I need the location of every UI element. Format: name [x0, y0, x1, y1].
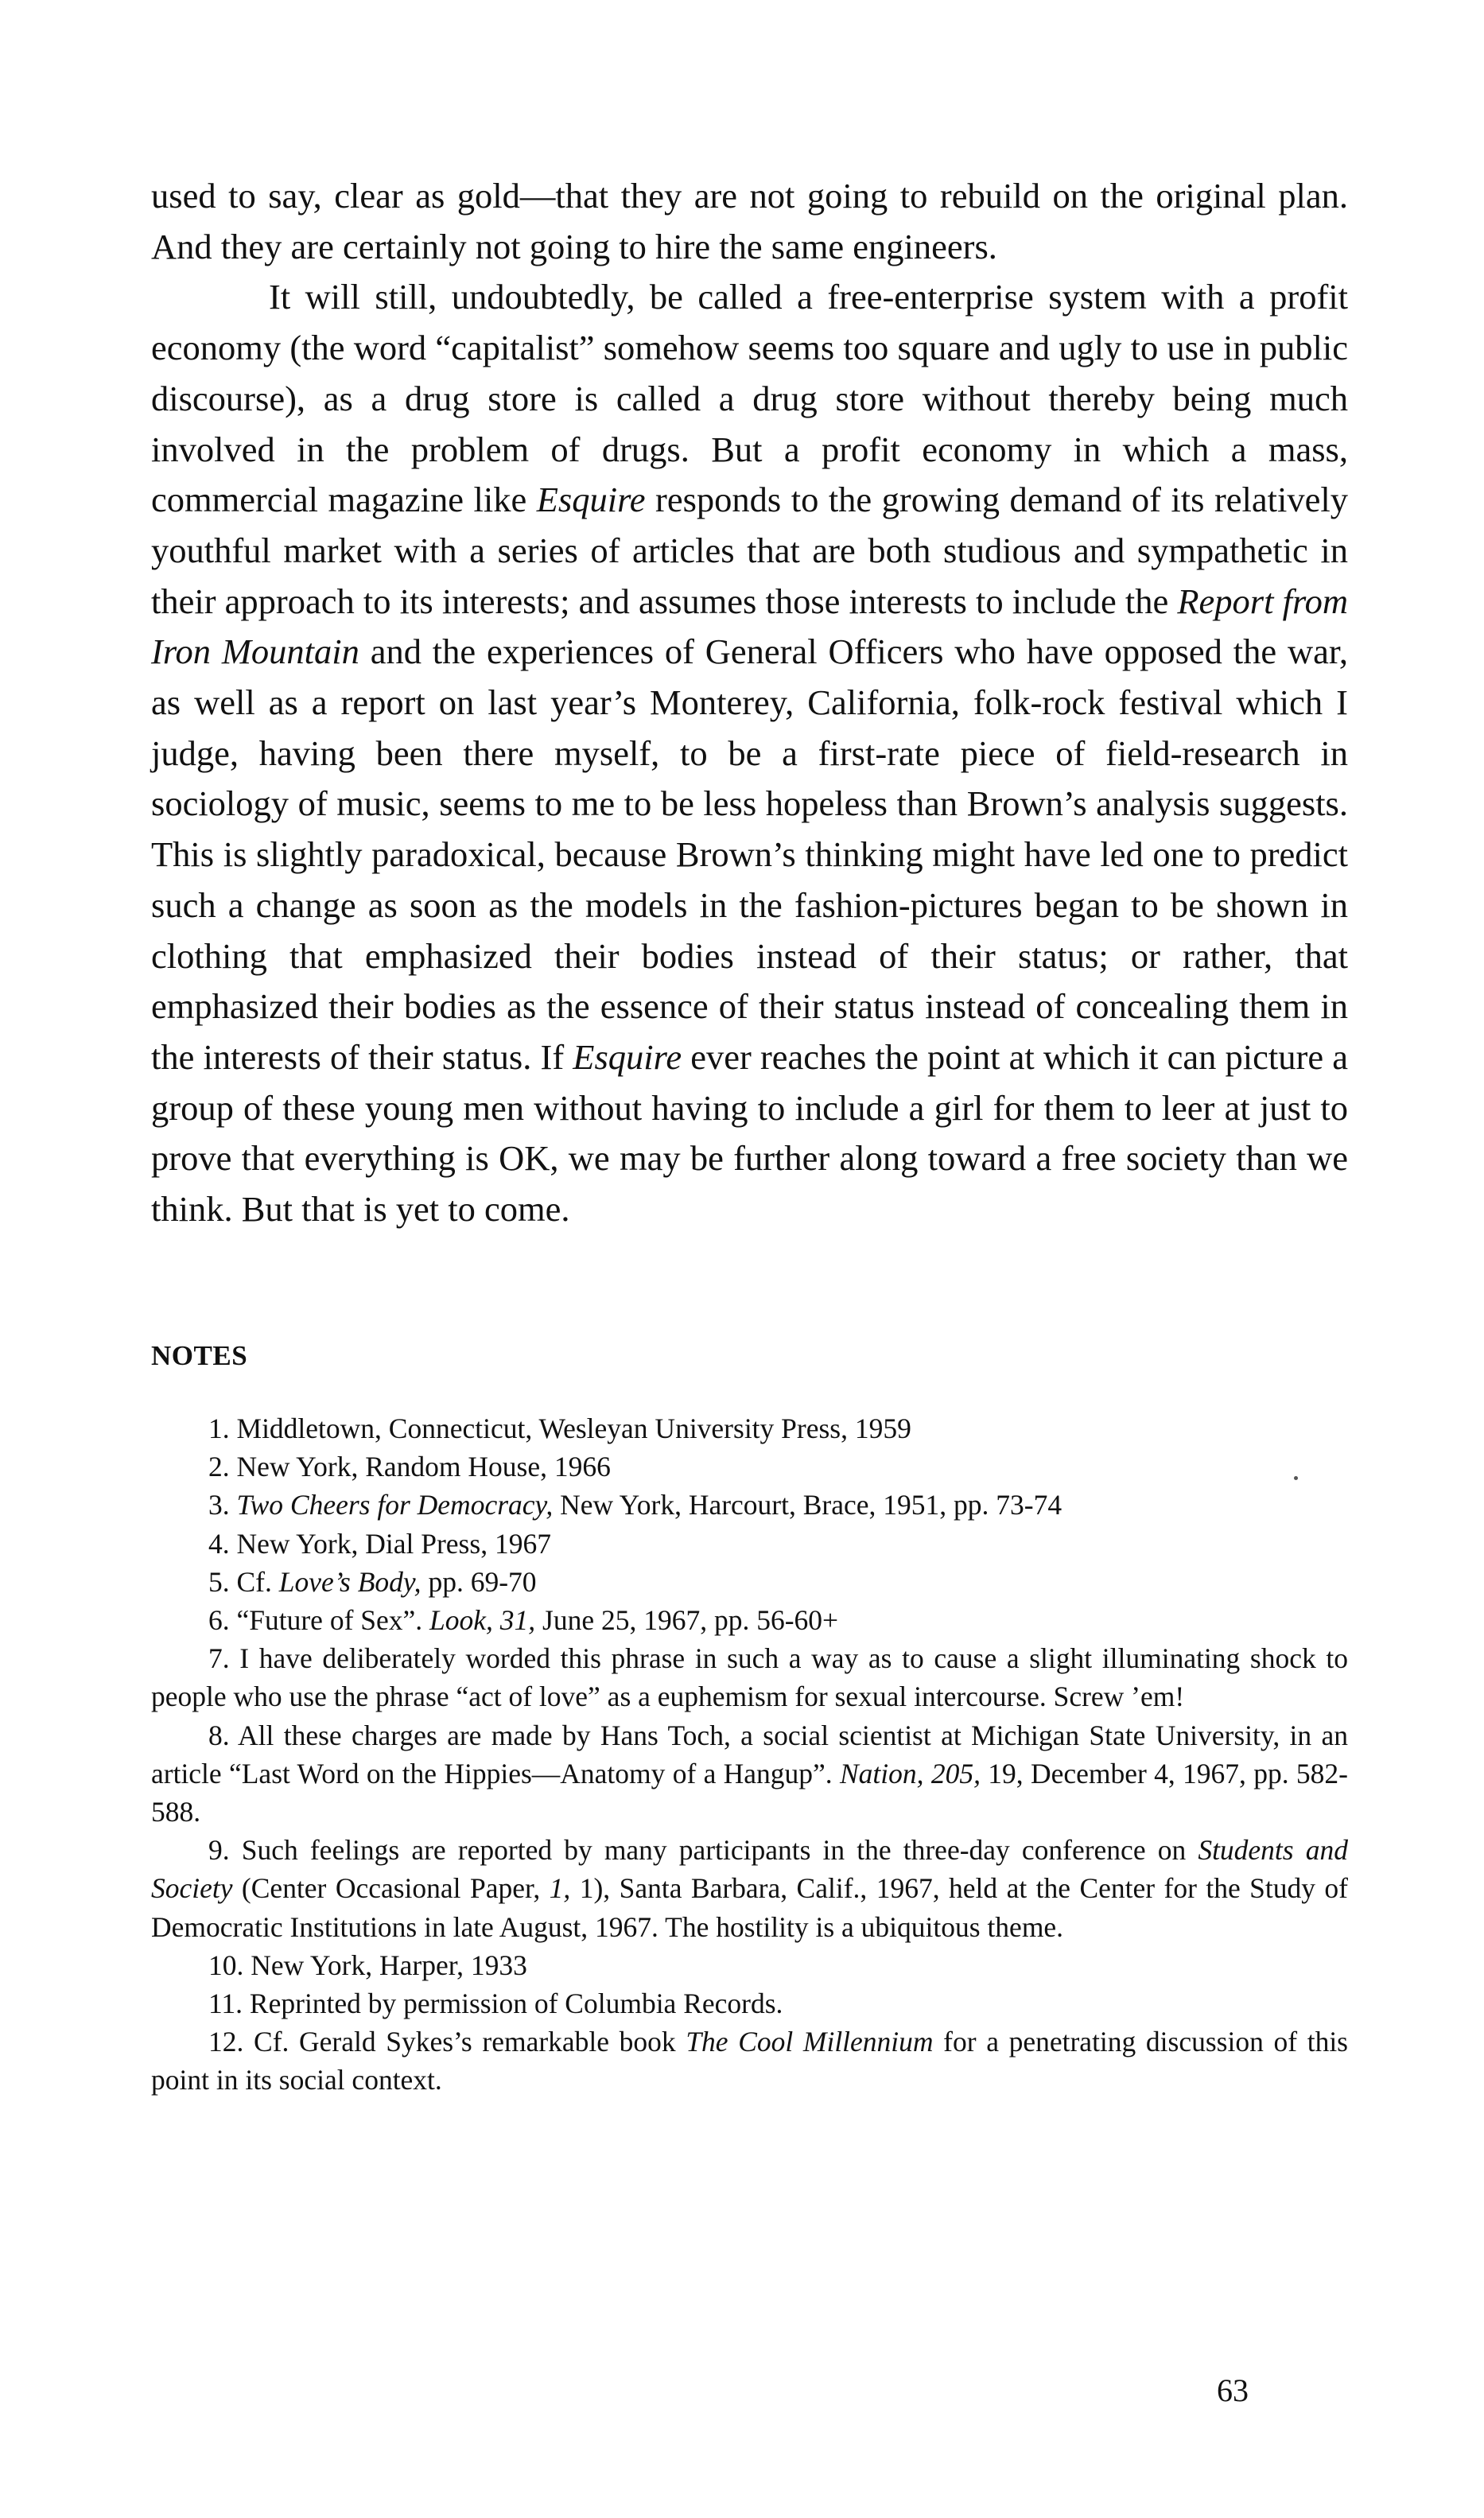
note-item — [151, 1831, 1348, 1946]
note-item: 4. New York, Dial Press, 1967 — [208, 1527, 551, 1560]
note-item: 11. Reprinted by permission of Columbia Records. — [208, 1988, 783, 2020]
note-text: 8. All these charges are made by Hans Toch, a social scientist at Michigan State University, in an article “Last Word on the Hippies—Anatomy of a Hangup”. — [151, 1719, 1348, 1789]
note-item — [151, 1486, 1348, 1524]
title-esquire: Esquire — [573, 1036, 682, 1077]
paragraph-2-text-d: ever reaches the point at which it can picture a group of these young men without having to include a girl for them to leer at just to prove that everything is OK, we may be further along toward a free society than we think. But that is yet to come. — [151, 1036, 1349, 1230]
title-report-from-iron-mountain: Report from Iron Mountain — [151, 581, 1348, 672]
note-volume: 1, — [549, 1872, 571, 1905]
note-item: 7. I have deliberately worded this phrase in such a way as to cause a slight illuminating shock to people who use the phrase “act of love” as a euphemism for sexual intercourse. Screw ’em! — [151, 1642, 1348, 1713]
note-title: Nation, 205, — [839, 1757, 981, 1789]
note-text: 6. “Future of Sex”. — [208, 1604, 430, 1637]
note-text: New York, Harcourt, Brace, 1951, pp. 73-74 — [553, 1489, 1062, 1521]
page-number: 63 — [1217, 2372, 1249, 2408]
note-title: Love’s Body, — [278, 1565, 422, 1598]
paragraph-1: used to say, clear as gold—that they are not going to rebuild on the original plan. And they are certainly not going to hire the same engineers. — [151, 176, 1348, 266]
note-number: 5. Cf. — [208, 1565, 279, 1598]
note-item: 10. New York, Harper, 1933 — [208, 1949, 527, 1981]
paragraph-2-text-c: and the experiences of General Officers who have opposed the war, as well as a report on last year’s Monterey, California, folk-rock festival which I judge, having been there myself, to be a first-rate piece of field-research in sociology of music, seems to me to be less hopeless than Brown’s analysis suggests. This is slightly paradoxical, because Brown’s thinking might have led one to predict such a change as soon as the models in the fashion-pictures began to be shown in clothing that emphasized their bodies instead of their status; or rather, that emphasized their bodies as the essence of their status instead of concealing them in the interests of their status. If — [151, 631, 1349, 1077]
note-title: Students and Society — [151, 1834, 1348, 1905]
note-text: for a penetrating discussion of this point in its social context. — [151, 2026, 1348, 2096]
note-text: (Center Occasional Paper, — [232, 1872, 550, 1905]
title-esquire: Esquire — [536, 480, 646, 520]
print-speck — [1294, 1476, 1298, 1480]
note-text: 19, December 4, 1967, pp. 582-588. — [151, 1757, 1348, 1828]
paragraph-2-text-b: responds to the growing demand of its relatively youthful market with a series of articles that are both studious and sympathetic in their approach to its interests; and assumes those interests to include the — [151, 480, 1348, 621]
note-title: Look, 31, — [429, 1604, 536, 1637]
body-text — [151, 171, 1348, 1235]
notes-heading: NOTES — [151, 1340, 248, 1371]
note-title: Two Cheers for Democracy, — [236, 1489, 554, 1521]
paragraph-2-text-a: It will still, undoubtedly, be called a free-enterprise system with a profit economy (the word “capitalist” somehow seems too square and ugly to use in public discourse), as a drug store is called a drug store without thereby being much involved in the problem of drugs. But a profit economy in which a mass, commercial magazine like — [151, 277, 1348, 520]
note-item: 1. Middletown, Connecticut, Wesleyan University Press, 1959 — [208, 1412, 911, 1444]
note-item: 2. New York, Random House, 1966 — [208, 1451, 611, 1483]
note-item — [151, 1563, 1348, 1601]
note-text: 1), Santa Barbara, Calif., 1967, held at the Center for the Study of Democratic Institutions in late August, 1967. The hostility is a ubiquitous theme. — [151, 1872, 1348, 1943]
note-item — [151, 1716, 1348, 1832]
note-text: 9. Such feelings are reported by many participants in the three-day conference on — [208, 1834, 1198, 1867]
note-text: 12. Cf. Gerald Sykes’s remarkable book — [208, 2026, 686, 2058]
note-text: pp. 69-70 — [421, 1565, 537, 1598]
note-title: The Cool Millennium — [686, 2026, 934, 2058]
paragraph-2 — [151, 272, 1348, 1234]
note-text: June 25, 1967, pp. 56-60+ — [535, 1604, 839, 1637]
notes-list — [151, 1409, 1348, 2100]
note-number: 3. — [208, 1489, 237, 1521]
note-item — [151, 2023, 1348, 2099]
note-item — [151, 1601, 1348, 1639]
